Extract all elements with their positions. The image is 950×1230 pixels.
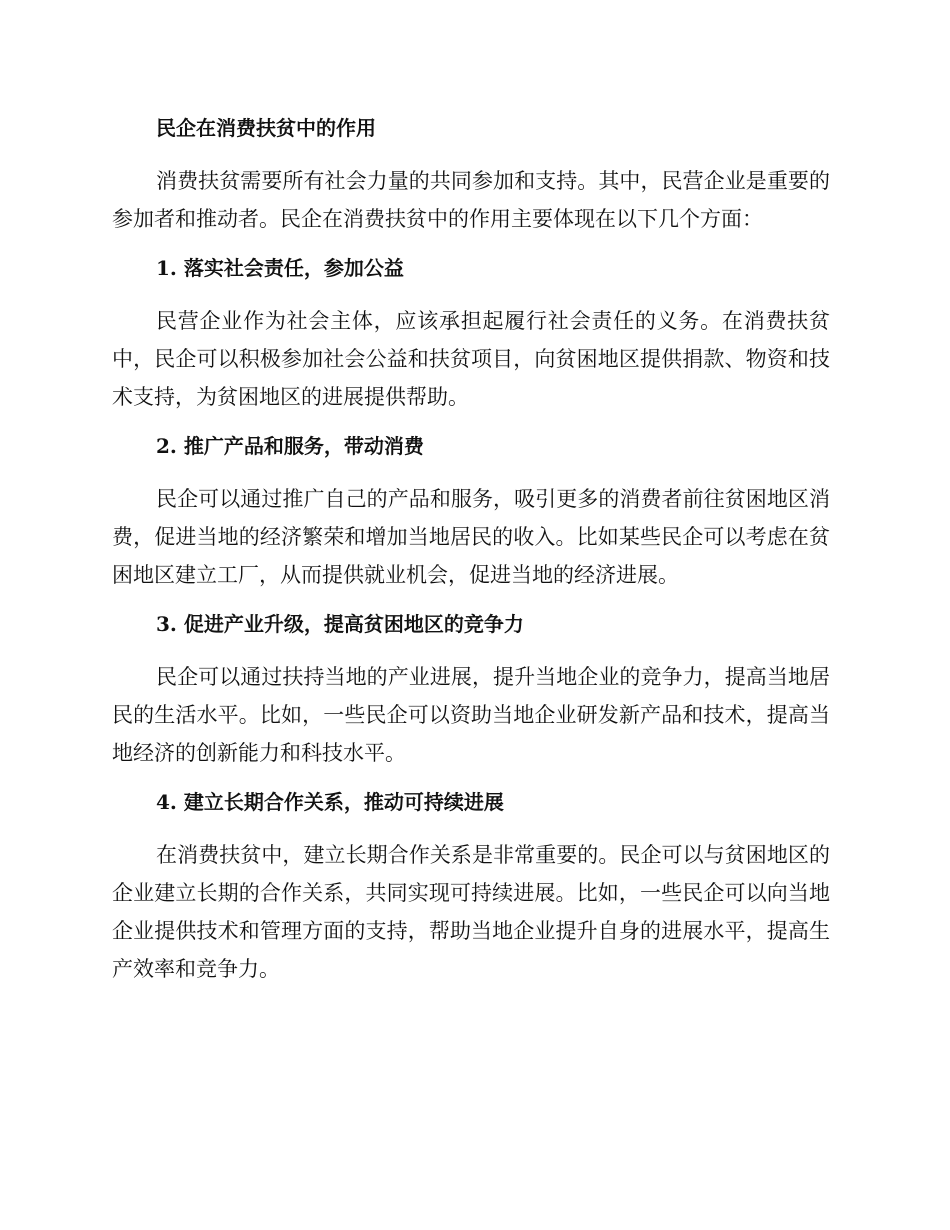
intro-paragraph: 消费扶贫需要所有社会力量的共同参加和支持。其中，民营企业是重要的参加者和推动者。民企在消费扶贫中的作用主要体现在以下几个方面： xyxy=(112,169,830,231)
document-body xyxy=(112,108,830,988)
section-body-2: 民企可以通过推广自己的产品和服务，吸引更多的消费者前往贫困地区消费，促进当地的经济繁荣和增加当地居民的收入。比如某些民企可以考虑在贫困地区建立工厂，从而提供就业机会，促进当地的经济进展。 xyxy=(112,487,830,587)
section-heading-1: 1. 落实社会责任，参加公益 xyxy=(156,256,404,280)
section-heading-4: 4. 建立长期合作关系，推动可持续进展 xyxy=(156,790,504,814)
section-body-3: 民企可以通过扶持当地的产业进展，提升当地企业的竞争力，提高当地居民的生活水平。比如，一些民企可以资助当地企业研发新产品和技术，提高当地经济的创新能力和科技水平。 xyxy=(112,665,830,765)
section-body-1: 民营企业作为社会主体，应该承担起履行社会责任的义务。在消费扶贫中，民企可以积极参加社会公益和扶贫项目，向贫困地区提供捐款、物资和技术支持，为贫困地区的进展提供帮助。 xyxy=(112,309,830,409)
section-heading-3: 3. 促进产业升级，提高贫困地区的竞争力 xyxy=(156,612,524,636)
section-body-4: 在消费扶贫中，建立长期合作关系是非常重要的。民企可以与贫困地区的企业建立长期的合作关系，共同实现可持续进展。比如，一些民企可以向当地企业提供技术和管理方面的支持，帮助当地企业提升自身的进展水平，提高生产效率和竞争力。 xyxy=(112,843,830,981)
section-heading-2: 2. 推广产品和服务，带动消费 xyxy=(156,434,424,458)
document-title: 民企在消费扶贫中的作用 xyxy=(156,116,376,140)
